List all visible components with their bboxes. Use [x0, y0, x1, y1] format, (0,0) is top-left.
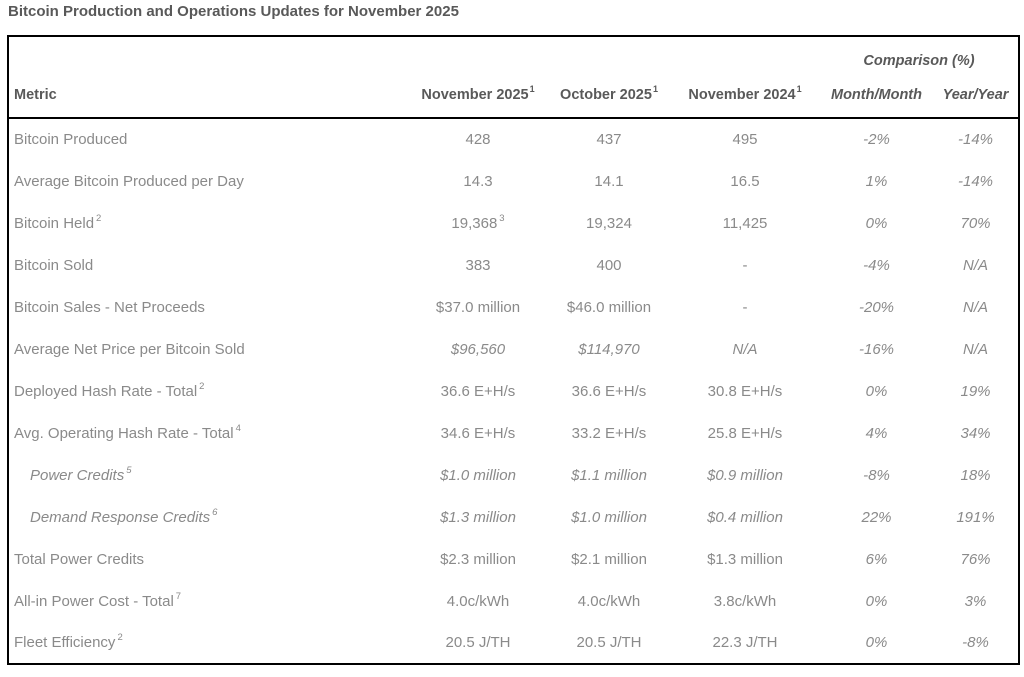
value-text: 25.8 E+H/s — [707, 424, 783, 442]
value-text: $2.3 million — [440, 550, 516, 568]
month-month-cell: 6% — [865, 550, 888, 568]
column-header-metric — [8, 72, 408, 118]
value-cell — [408, 412, 548, 454]
year-year-cell: 19% — [960, 382, 991, 400]
value-cell — [670, 454, 820, 496]
footnote-marker: 4 — [235, 422, 241, 434]
value-cell — [670, 118, 820, 160]
metric-cell — [8, 496, 408, 538]
month-month-cell: 0% — [865, 592, 888, 610]
month-month-cell: 4% — [865, 424, 888, 442]
value-text: $37.0 million — [435, 298, 521, 316]
month-month-cell: -2% — [863, 131, 890, 148]
comparison-header: Comparison (%) — [863, 53, 975, 69]
year-year-cell: -14% — [957, 131, 994, 148]
column-header-label: Month/Month — [831, 86, 922, 103]
month-month-cell: -4% — [863, 256, 890, 274]
value-text: 19,324 — [586, 214, 632, 232]
year-year-cell: 18% — [960, 466, 991, 484]
value-text: 20.5 J/TH — [445, 634, 511, 651]
column-header-label: Metric — [14, 86, 57, 103]
metric-cell — [8, 160, 408, 202]
value-text: 30.8 E+H/s — [707, 382, 783, 400]
value-text: $46.0 million — [566, 298, 652, 316]
value-text: $1.3 million — [440, 508, 516, 526]
table-row — [8, 328, 1019, 370]
month-month-cell: -8% — [863, 466, 890, 484]
value-text: 4.0c/kWh — [577, 592, 641, 610]
value-cell — [548, 160, 670, 202]
column-header-year-year — [933, 72, 1019, 118]
month-month-cell: 0% — [865, 214, 888, 232]
table-row — [8, 286, 1019, 328]
value-text: $0.4 million — [707, 508, 783, 526]
footnote-marker: 7 — [175, 590, 182, 602]
value-cell — [408, 496, 548, 538]
table-body — [8, 118, 1019, 664]
value-cell — [408, 244, 548, 286]
footnote-marker: 2 — [96, 212, 102, 224]
comparison-header-row — [8, 36, 1019, 72]
table-row — [8, 622, 1019, 664]
value-cell — [670, 580, 820, 622]
value-text: 16.5 — [730, 172, 760, 190]
value-cell — [548, 538, 670, 580]
footnote-marker: 2 — [117, 632, 123, 643]
year-year-cell: -8% — [962, 634, 989, 651]
value-cell — [670, 202, 820, 244]
value-cell — [670, 496, 820, 538]
value-cell — [548, 244, 670, 286]
value-cell — [548, 118, 670, 160]
value-cell — [548, 580, 670, 622]
value-cell — [408, 454, 548, 496]
metric-cell — [8, 118, 408, 160]
value-cell — [408, 160, 548, 202]
value-cell — [408, 370, 548, 412]
year-year-cell: N/A — [963, 256, 989, 274]
footnote-marker: 3 — [499, 212, 505, 224]
value-cell — [548, 286, 670, 328]
value-text: 20.5 J/TH — [576, 634, 642, 651]
month-month-cell: -16% — [858, 340, 895, 358]
value-cell — [548, 454, 670, 496]
column-header-label: November 2025 — [421, 86, 529, 103]
metric-label: Total Power Credits — [14, 550, 145, 568]
value-cell — [548, 328, 670, 370]
column-header-label: October 2025 — [560, 86, 652, 103]
metric-cell — [8, 580, 408, 622]
table-row — [8, 244, 1019, 286]
comparison-header-spacer — [8, 36, 820, 72]
value-text: $1.3 million — [707, 550, 783, 568]
metric-cell — [8, 622, 408, 664]
column-header-november-2024 — [670, 72, 820, 118]
value-text: $2.1 million — [571, 550, 647, 568]
year-year-cell: 3% — [964, 592, 987, 610]
value-text: $96,560 — [450, 340, 506, 358]
footnote-marker: 1 — [796, 83, 802, 94]
table-row — [8, 118, 1019, 160]
metric-label: Power Credits — [30, 466, 125, 484]
footnote-marker: 1 — [529, 83, 535, 94]
month-month-cell: -20% — [858, 298, 895, 316]
value-cell — [548, 370, 670, 412]
value-cell — [408, 538, 548, 580]
metric-label: Demand Response Credits — [30, 508, 211, 526]
metric-label: Bitcoin Held — [14, 214, 95, 232]
metric-label: Bitcoin Produced — [14, 131, 128, 148]
value-text: 34.6 E+H/s — [440, 424, 516, 442]
value-cell — [548, 412, 670, 454]
value-cell — [408, 286, 548, 328]
value-text: 14.1 — [594, 172, 624, 190]
value-cell — [548, 202, 670, 244]
value-cell — [408, 202, 548, 244]
table-row — [8, 370, 1019, 412]
metrics-table — [7, 35, 1020, 665]
table-row — [8, 202, 1019, 244]
footnote-marker: 5 — [126, 464, 132, 476]
month-month-cell: 22% — [861, 508, 892, 526]
value-cell — [670, 370, 820, 412]
page-title: Bitcoin Production and Operations Updates for November 2025 — [8, 3, 459, 20]
value-cell — [670, 412, 820, 454]
value-text: 383 — [465, 256, 491, 274]
table-row — [8, 538, 1019, 580]
metric-cell — [8, 244, 408, 286]
value-cell — [670, 622, 820, 664]
value-text: 33.2 E+H/s — [571, 424, 647, 442]
value-cell — [408, 622, 548, 664]
column-header-november-2025 — [408, 72, 548, 118]
table-header — [8, 36, 1019, 118]
value-text: 495 — [732, 131, 758, 148]
metric-label: Avg. Operating Hash Rate - Total — [14, 424, 234, 442]
month-month-cell: 0% — [865, 634, 888, 651]
year-year-cell: 70% — [960, 214, 991, 232]
metric-label: All-in Power Cost - Total — [14, 592, 174, 610]
metric-cell — [8, 328, 408, 370]
value-text: 22.3 J/TH — [712, 634, 778, 651]
value-text: $114,970 — [578, 340, 640, 358]
month-month-cell: 0% — [865, 382, 888, 400]
metric-label: Deployed Hash Rate - Total — [14, 382, 198, 400]
month-month-cell: 1% — [865, 172, 888, 190]
metric-cell — [8, 454, 408, 496]
value-cell — [408, 580, 548, 622]
value-text: $1.0 million — [440, 466, 516, 484]
value-text: 437 — [596, 131, 622, 148]
table-row — [8, 496, 1019, 538]
table-row — [8, 454, 1019, 496]
column-header-label: Year/Year — [942, 86, 1009, 103]
column-header-label: November 2024 — [688, 86, 796, 103]
column-header-october-2025 — [548, 72, 670, 118]
value-text: 400 — [596, 256, 622, 274]
footnote-marker: 2 — [199, 380, 205, 392]
value-cell — [670, 328, 820, 370]
year-year-cell: N/A — [963, 340, 989, 358]
value-cell — [670, 538, 820, 580]
table-row — [8, 412, 1019, 454]
footnote-marker: 1 — [652, 83, 658, 94]
year-year-cell: 76% — [960, 550, 991, 568]
value-text: N/A — [732, 340, 758, 358]
value-text: $1.1 million — [571, 466, 647, 484]
metric-cell — [8, 286, 408, 328]
column-header-row — [8, 72, 1019, 118]
year-year-cell: N/A — [963, 298, 989, 316]
metric-label: Bitcoin Sales - Net Proceeds — [14, 298, 205, 316]
value-cell — [548, 496, 670, 538]
value-text: 36.6 E+H/s — [571, 382, 647, 400]
year-year-cell: -14% — [957, 172, 994, 190]
value-cell — [408, 328, 548, 370]
year-year-cell: 191% — [956, 508, 995, 526]
table-row — [8, 580, 1019, 622]
value-cell — [548, 622, 670, 664]
footnote-marker: 6 — [212, 506, 218, 518]
metric-label: Average Bitcoin Produced per Day — [14, 172, 244, 190]
value-text: 428 — [465, 131, 491, 148]
value-text: - — [742, 256, 748, 274]
year-year-cell: 34% — [960, 424, 991, 442]
value-text: 14.3 — [463, 172, 493, 190]
value-text: - — [742, 298, 748, 316]
metric-label: Bitcoin Sold — [14, 256, 94, 274]
value-text: $0.9 million — [707, 466, 783, 484]
metric-cell — [8, 538, 408, 580]
column-header-month-month — [820, 72, 933, 118]
value-cell — [670, 286, 820, 328]
value-cell — [408, 118, 548, 160]
value-cell — [670, 244, 820, 286]
metric-label: Average Net Price per Bitcoin Sold — [14, 340, 245, 358]
value-text: 4.0c/kWh — [446, 592, 510, 610]
table-row — [8, 160, 1019, 202]
value-text: 36.6 E+H/s — [440, 382, 516, 400]
metric-cell — [8, 370, 408, 412]
metric-cell — [8, 202, 408, 244]
value-text: 11,425 — [722, 214, 768, 232]
value-text: 3.8c/kWh — [713, 592, 777, 610]
value-cell — [670, 160, 820, 202]
value-text: 19,368 — [451, 214, 498, 232]
metric-label: Fleet Efficiency — [14, 634, 116, 651]
metric-cell — [8, 412, 408, 454]
value-text: $1.0 million — [571, 508, 647, 526]
